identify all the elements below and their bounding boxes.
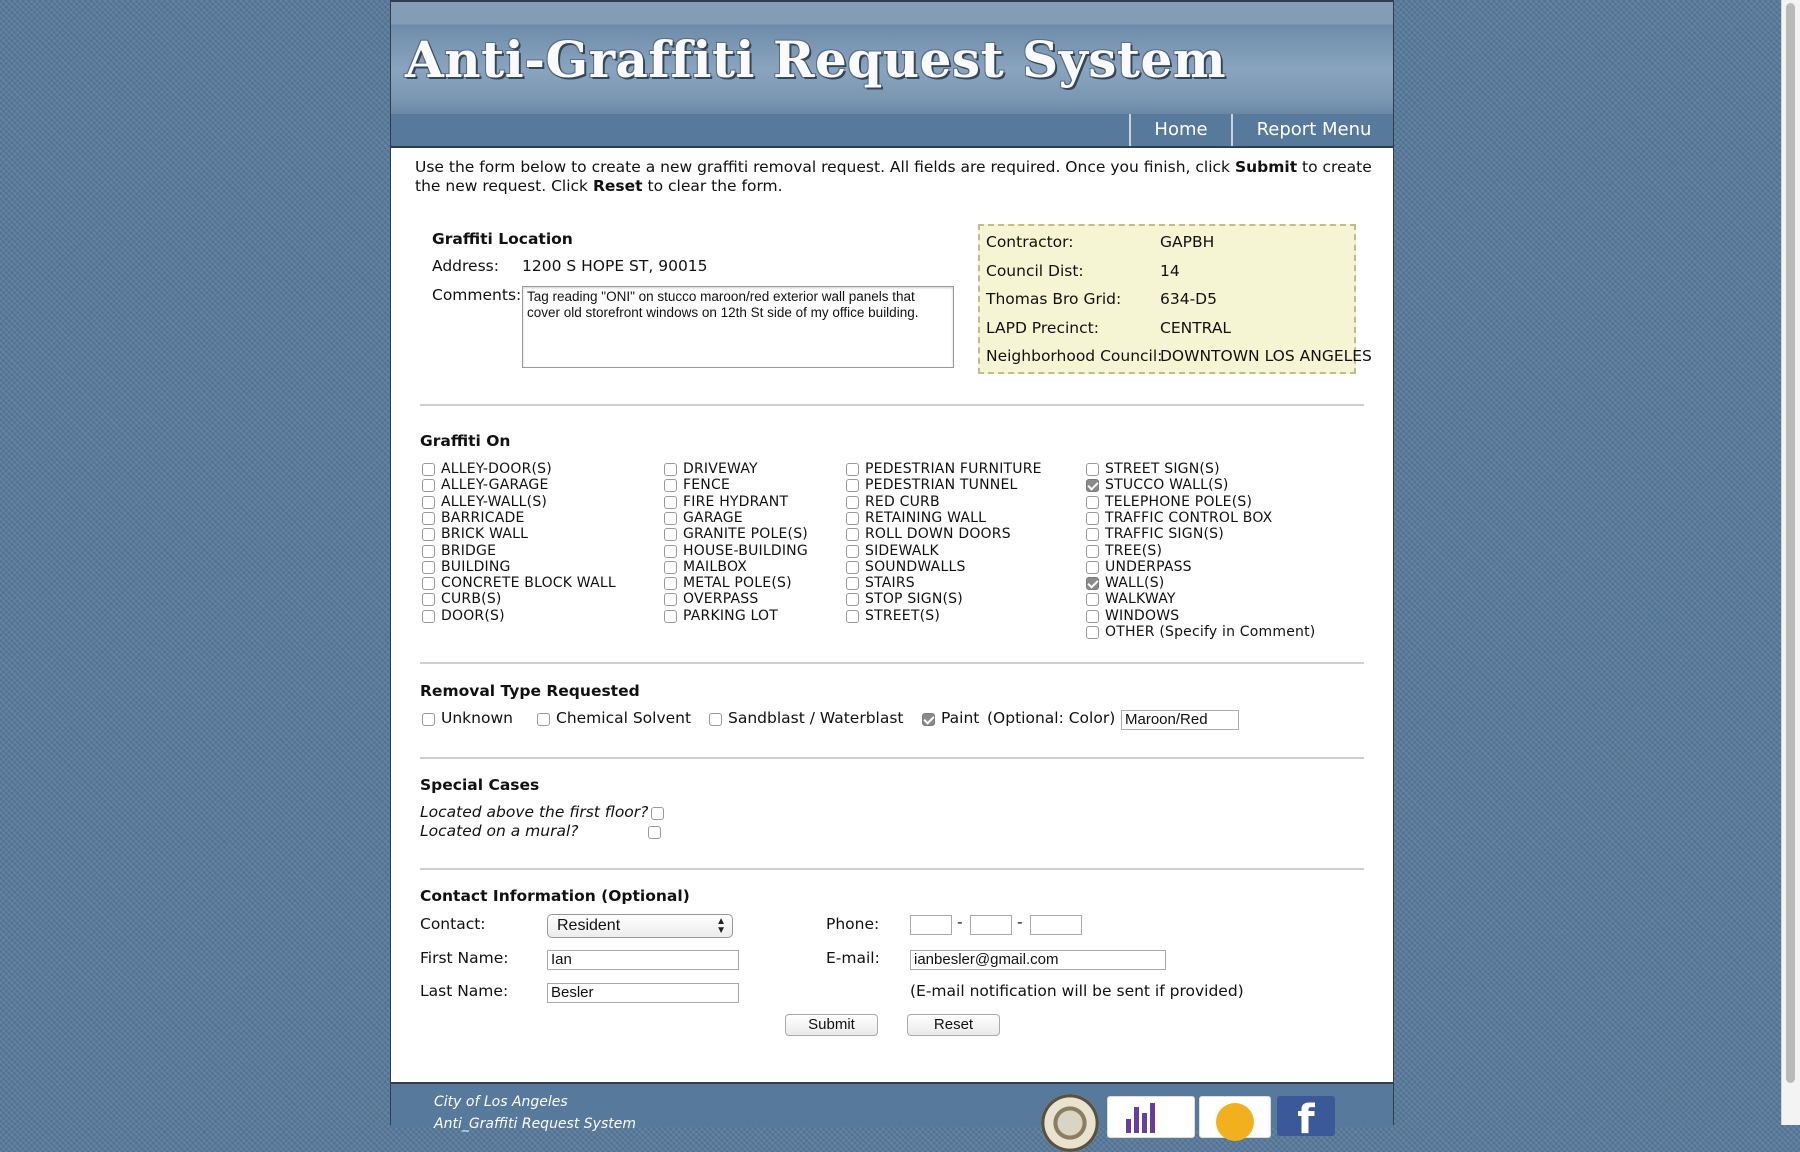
graffiti-on-label: METAL POLE(S) bbox=[683, 575, 792, 592]
graffiti-on-checkbox[interactable] bbox=[422, 561, 435, 574]
graffiti-on-label: GARAGE bbox=[683, 509, 743, 526]
above-first-floor-checkbox[interactable] bbox=[651, 807, 664, 820]
partner-logo-icon[interactable] bbox=[1107, 1096, 1195, 1138]
graffiti-on-label: FENCE bbox=[683, 477, 730, 494]
graffiti-on-label: RETAINING WALL bbox=[865, 509, 987, 526]
graffiti-on-checkbox[interactable] bbox=[1086, 479, 1099, 492]
graffiti-on-checkbox[interactable] bbox=[664, 610, 677, 623]
graffiti-on-checkbox[interactable] bbox=[846, 593, 859, 606]
graffiti-on-label: RED CURB bbox=[865, 493, 940, 510]
info-value: 634-D5 bbox=[1160, 290, 1217, 308]
nav-report-menu-link[interactable]: Report Menu bbox=[1231, 114, 1395, 146]
graffiti-on-checkbox[interactable] bbox=[664, 496, 677, 509]
graffiti-on-checkbox[interactable] bbox=[664, 577, 677, 590]
graffiti-on-label: STUCCO WALL(S) bbox=[1105, 477, 1229, 494]
phone-line-input[interactable] bbox=[1030, 915, 1082, 935]
graffiti-on-label: GRANITE POLE(S) bbox=[683, 526, 808, 543]
graffiti-on-label: ALLEY-GARAGE bbox=[441, 477, 549, 494]
on-mural-checkbox[interactable] bbox=[648, 826, 661, 839]
reset-button[interactable]: Reset bbox=[907, 1014, 1000, 1036]
graffiti-on-checkbox[interactable] bbox=[664, 479, 677, 492]
phone-prefix-input[interactable] bbox=[970, 915, 1012, 935]
page-container bbox=[390, 0, 1394, 1143]
graffiti-on-checkbox[interactable] bbox=[422, 463, 435, 476]
first-name-label: First Name: bbox=[420, 949, 509, 967]
footer-city: City of Los Angeles bbox=[434, 1094, 568, 1110]
phone-area-input[interactable] bbox=[910, 915, 952, 935]
address-label: Address: bbox=[432, 257, 499, 275]
site-title: Anti-Graffiti Request System bbox=[405, 30, 1227, 89]
graffiti-on-label: CURB(S) bbox=[441, 591, 502, 608]
info-value: GAPBH bbox=[1160, 233, 1215, 251]
graffiti-on-checkbox[interactable] bbox=[664, 593, 677, 606]
graffiti-on-label: DOOR(S) bbox=[441, 607, 505, 624]
comments-textarea[interactable] bbox=[522, 286, 954, 368]
removal-chemical-label: Chemical Solvent bbox=[556, 709, 692, 727]
phone-dash: - bbox=[957, 913, 963, 931]
graffiti-on-checkbox[interactable] bbox=[846, 610, 859, 623]
graffiti-on-label: STREET SIGN(S) bbox=[1105, 461, 1220, 477]
info-value: CENTRAL bbox=[1160, 318, 1232, 337]
city-seal-icon[interactable] bbox=[1041, 1094, 1099, 1152]
graffiti-on-label: MAILBOX bbox=[683, 558, 748, 575]
divider bbox=[420, 868, 1364, 870]
graffiti-on-checkbox[interactable] bbox=[1086, 577, 1099, 590]
graffiti-on-checkbox[interactable] bbox=[846, 577, 859, 590]
graffiti-on-checkbox[interactable] bbox=[422, 496, 435, 509]
last-name-label: Last Name: bbox=[420, 982, 509, 1000]
info-value: DOWNTOWN LOS ANGELES bbox=[1160, 347, 1372, 365]
removal-sandblast-checkbox[interactable] bbox=[709, 713, 722, 726]
graffiti-on-label: WALL(S) bbox=[1105, 575, 1165, 592]
graffiti-on-label: SOUNDWALLS bbox=[865, 558, 966, 575]
contact-label: Contact: bbox=[420, 915, 486, 933]
scrollbar-thumb[interactable] bbox=[1786, 3, 1795, 1083]
removal-paint-checkbox[interactable] bbox=[922, 713, 935, 726]
graffiti-on-checkbox[interactable] bbox=[664, 528, 677, 541]
graffiti-on-checkbox[interactable] bbox=[846, 561, 859, 574]
contact-select[interactable]: Resident ▲ ▼ bbox=[547, 914, 733, 938]
graffiti-on-checkbox[interactable] bbox=[1086, 545, 1099, 558]
graffiti-on-checkbox[interactable] bbox=[846, 463, 859, 476]
graffiti-on-checkbox[interactable] bbox=[664, 561, 677, 574]
graffiti-on-checkbox[interactable] bbox=[1086, 610, 1099, 623]
graffiti-on-checkbox[interactable] bbox=[664, 512, 677, 525]
divider bbox=[420, 404, 1364, 406]
graffiti-on-label: ALLEY-DOOR(S) bbox=[441, 461, 552, 477]
header-banner bbox=[391, 0, 1393, 115]
graffiti-on-label: SIDEWALK bbox=[865, 542, 939, 559]
graffiti-on-checkbox[interactable] bbox=[1086, 593, 1099, 606]
graffiti-on-checkbox[interactable] bbox=[422, 528, 435, 541]
graffiti-on-label: BRIDGE bbox=[441, 542, 497, 559]
intro-text: Use the form below to create a new graffiti removal request. All fields are required. Once you finish, click Submit to create the new request. Click Reset to clear the form. bbox=[415, 158, 1372, 195]
graffiti-on-checkbox[interactable] bbox=[846, 479, 859, 492]
email-label: E-mail: bbox=[826, 949, 880, 967]
info-label: Thomas Bro Grid: bbox=[986, 290, 1122, 308]
graffiti-on-checkbox[interactable] bbox=[1086, 561, 1099, 574]
phone-label: Phone: bbox=[826, 915, 880, 933]
paint-color-label: (Optional: Color) bbox=[987, 709, 1116, 727]
comments-label: Comments: bbox=[432, 286, 522, 304]
graffiti-location-title: Graffiti Location bbox=[432, 230, 573, 248]
graffiti-on-checkbox[interactable] bbox=[422, 593, 435, 606]
info-label: Contractor: bbox=[986, 233, 1074, 251]
graffiti-on-checkbox[interactable] bbox=[846, 528, 859, 541]
graffiti-on-label: ROLL DOWN DOORS bbox=[865, 526, 1011, 543]
graffiti-on-label: WALKWAY bbox=[1105, 591, 1176, 608]
graffiti-on-checkbox[interactable] bbox=[422, 545, 435, 558]
graffiti-on-checkbox[interactable] bbox=[846, 512, 859, 525]
email-input[interactable]: ianbesler@gmail.com bbox=[910, 950, 1166, 970]
graffiti-on-checkbox[interactable] bbox=[1086, 528, 1099, 541]
removal-unknown-label: Unknown bbox=[441, 709, 513, 727]
removal-unknown-checkbox[interactable] bbox=[422, 713, 435, 726]
graffiti-on-checkbox[interactable] bbox=[422, 610, 435, 623]
graffiti-on-checkbox[interactable] bbox=[1086, 463, 1099, 476]
footer-system: Anti_Graffiti Request System bbox=[434, 1116, 636, 1132]
paint-color-input[interactable]: Maroon/Red bbox=[1121, 710, 1239, 730]
graffiti-on-checkbox[interactable] bbox=[664, 463, 677, 476]
graffiti-on-label: BARRICADE bbox=[441, 509, 525, 526]
graffiti-on-label: BRICK WALL bbox=[441, 526, 529, 543]
facebook-icon[interactable]: f bbox=[1277, 1096, 1335, 1136]
graffiti-on-label: STAIRS bbox=[865, 575, 915, 592]
graffiti-on-label: OTHER (Specify in Comment) bbox=[1105, 624, 1316, 640]
graffiti-on-checkbox[interactable] bbox=[1086, 626, 1099, 639]
graffiti-on-label: TRAFFIC SIGN(S) bbox=[1105, 526, 1224, 543]
graffiti-on-label: FIRE HYDRANT bbox=[683, 493, 789, 510]
graffiti-on-label: TRAFFIC CONTROL BOX bbox=[1105, 509, 1273, 526]
graffiti-on-label: BUILDING bbox=[441, 558, 511, 575]
first-name-input[interactable]: Ian bbox=[547, 950, 739, 970]
submit-button[interactable]: Submit bbox=[785, 1014, 878, 1036]
removal-chemical-checkbox[interactable] bbox=[537, 713, 550, 726]
divider bbox=[420, 757, 1364, 759]
footer bbox=[391, 1082, 1393, 1143]
nav-bar bbox=[391, 114, 1393, 148]
graffiti-on-label: PARKING LOT bbox=[683, 607, 779, 624]
graffiti-on-label: PEDESTRIAN TUNNEL bbox=[865, 477, 1018, 494]
last-name-input[interactable]: Besler bbox=[547, 983, 739, 1003]
graffiti-on-checkbox[interactable] bbox=[422, 479, 435, 492]
graffiti-on-label: WINDOWS bbox=[1105, 607, 1180, 624]
graffiti-on-label: DRIVEWAY bbox=[683, 461, 758, 477]
email-note: (E-mail notification will be sent if provided) bbox=[910, 982, 1244, 1000]
location-info-box bbox=[978, 224, 1372, 374]
graffiti-on-checkbox[interactable] bbox=[846, 545, 859, 558]
graffiti-on-label: ALLEY-WALL(S) bbox=[441, 493, 548, 510]
graffiti-on-checkbox[interactable] bbox=[1086, 496, 1099, 509]
on-mural-label: Located on a mural? bbox=[420, 822, 579, 840]
graffiti-on-checkbox[interactable] bbox=[422, 512, 435, 525]
info-value: 14 bbox=[1160, 261, 1180, 280]
graffiti-on-label: PEDESTRIAN FURNITURE bbox=[865, 461, 1042, 477]
graffiti-on-label: OVERPASS bbox=[683, 591, 759, 608]
info-label: Neighborhood Council: bbox=[986, 347, 1163, 365]
scrollbar[interactable] bbox=[1781, 0, 1800, 1125]
phone-dash: - bbox=[1017, 913, 1023, 931]
graffiti-on-label: STREET(S) bbox=[865, 607, 941, 624]
contact-info-title: Contact Information (Optional) bbox=[420, 887, 690, 905]
special-cases-title: Special Cases bbox=[420, 776, 540, 794]
graffiti-on-label: TELEPHONE POLE(S) bbox=[1105, 493, 1253, 510]
above-first-floor-label: Located above the first floor? bbox=[420, 803, 649, 821]
nav-home-link[interactable]: Home bbox=[1129, 114, 1231, 146]
removal-type-title: Removal Type Requested bbox=[420, 682, 640, 700]
sun-logo-icon[interactable] bbox=[1199, 1096, 1271, 1138]
graffiti-on-label: UNDERPASS bbox=[1105, 558, 1192, 575]
graffiti-on-label: HOUSE-BUILDING bbox=[683, 542, 808, 559]
select-arrows-icon: ▲ ▼ bbox=[716, 916, 726, 936]
info-label: Council Dist: bbox=[986, 261, 1084, 280]
graffiti-on-checkbox[interactable] bbox=[1086, 512, 1099, 525]
graffiti-on-checkbox[interactable] bbox=[664, 545, 677, 558]
graffiti-on-label: STOP SIGN(S) bbox=[865, 591, 963, 608]
removal-paint-label: Paint bbox=[941, 709, 980, 727]
divider bbox=[420, 662, 1364, 664]
removal-sandblast-label: Sandblast / Waterblast bbox=[728, 709, 904, 727]
graffiti-on-label: CONCRETE BLOCK WALL bbox=[441, 575, 616, 592]
graffiti-on-checkbox[interactable] bbox=[846, 496, 859, 509]
address-value: 1200 S HOPE ST, 90015 bbox=[522, 257, 708, 275]
graffiti-on-label: TREE(S) bbox=[1105, 542, 1163, 559]
graffiti-on-title: Graffiti On bbox=[420, 432, 511, 450]
graffiti-on-checkbox[interactable] bbox=[422, 577, 435, 590]
info-label: LAPD Precinct: bbox=[986, 318, 1099, 337]
